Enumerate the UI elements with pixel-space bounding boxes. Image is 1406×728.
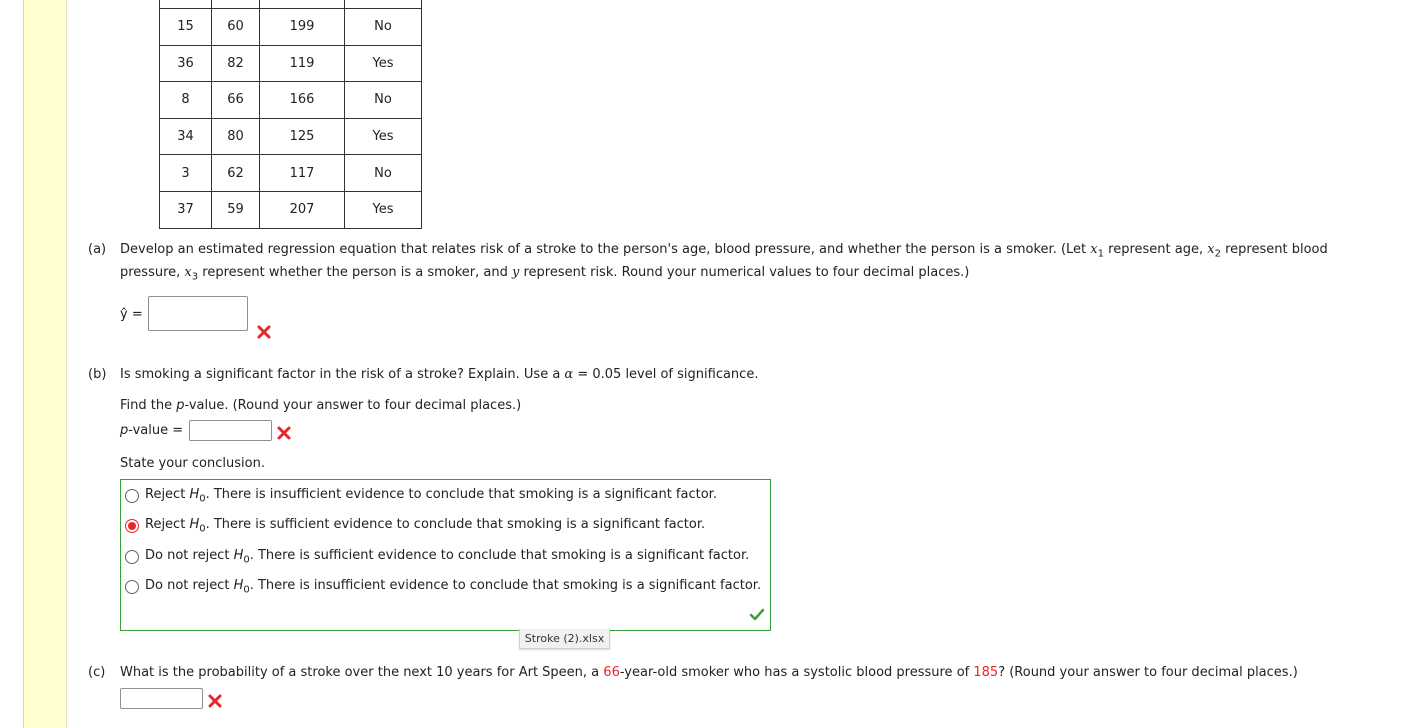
table-cell: Yes bbox=[345, 118, 422, 155]
instruction-text: -value. (Round your answer to four decimal places.) bbox=[184, 398, 522, 413]
part-b-text: Is smoking a significant factor in the risk of a stroke? Explain. Use a bbox=[120, 367, 565, 382]
part-a-question-line1 bbox=[120, 242, 1328, 260]
data-table bbox=[159, 0, 422, 229]
table-cell: 8 bbox=[160, 82, 212, 119]
probability-input[interactable] bbox=[120, 688, 203, 709]
highlight-age: 66 bbox=[603, 665, 620, 680]
table-cell: 117 bbox=[260, 155, 345, 192]
p-italic: p bbox=[120, 423, 129, 438]
table-cell: 3 bbox=[160, 155, 212, 192]
table-cell: Yes bbox=[345, 45, 422, 82]
radio-button[interactable] bbox=[125, 550, 139, 564]
var-x2: x bbox=[1207, 242, 1215, 257]
part-a-text: represent whether the person is a smoker, and bbox=[198, 265, 512, 280]
subscript: 2 bbox=[1214, 248, 1221, 260]
var-x3: x bbox=[184, 265, 192, 280]
table-cell: 119 bbox=[260, 45, 345, 82]
subscript: 1 bbox=[1097, 248, 1105, 260]
pvalue-input[interactable] bbox=[189, 420, 272, 441]
radio-button-selected[interactable] bbox=[125, 519, 139, 533]
option-text: Reject $H_0$. There is sufficient evidence to conclude that smoking is a significant factor. bbox=[145, 517, 706, 535]
table-cell: 80 bbox=[212, 118, 260, 155]
option-text: Do not reject $H_0$. There is insufficient evidence to conclude that smoking is a significant factor. bbox=[145, 578, 762, 596]
instruction-text: Find the bbox=[120, 398, 177, 413]
part-c-label: (c) bbox=[88, 665, 106, 680]
yhat-label: ŷ = bbox=[120, 307, 143, 322]
table-cell: Yes bbox=[345, 191, 422, 228]
table-cell: 36 bbox=[160, 45, 212, 82]
table-cell: No bbox=[345, 155, 422, 192]
table-cell: 82 bbox=[212, 45, 260, 82]
part-c-question bbox=[120, 665, 1298, 680]
conclusion-label: State your conclusion. bbox=[120, 456, 265, 471]
table-cell: 66 bbox=[212, 82, 260, 119]
radio-button[interactable] bbox=[125, 580, 139, 594]
part-a-label: (a) bbox=[88, 242, 107, 257]
table-row bbox=[160, 0, 422, 9]
pvalue-label bbox=[120, 423, 183, 438]
var-y: y bbox=[512, 265, 520, 280]
table-cell: 15 bbox=[160, 9, 212, 46]
table-cell: 62 bbox=[212, 155, 260, 192]
part-c-text: -year-old smoker who has a systolic blood pressure of bbox=[619, 665, 974, 680]
table-row bbox=[160, 45, 422, 82]
table-cell: 37 bbox=[160, 191, 212, 228]
alpha-symbol: α bbox=[564, 367, 574, 382]
file-download-tab[interactable]: Stroke (2).xlsx bbox=[519, 629, 610, 649]
table-cell: No bbox=[345, 82, 422, 119]
table-cell: No bbox=[345, 9, 422, 46]
part-a-text: represent age, bbox=[1104, 242, 1208, 257]
table-cell: 60 bbox=[212, 9, 260, 46]
incorrect-x-icon bbox=[208, 694, 222, 708]
conclusion-option[interactable] bbox=[125, 516, 705, 536]
left-margin-band bbox=[23, 0, 67, 728]
highlight-bp: 185 bbox=[973, 665, 999, 680]
part-a-text: represent risk. Round your numerical values to four decimal places.) bbox=[519, 265, 970, 280]
table-cell: 34 bbox=[160, 118, 212, 155]
incorrect-x-icon bbox=[257, 325, 271, 339]
table-row bbox=[160, 118, 422, 155]
conclusion-options bbox=[120, 479, 771, 631]
table-row bbox=[160, 191, 422, 228]
table-row bbox=[160, 9, 422, 46]
pvalue-label-text: -value = bbox=[128, 423, 184, 438]
table-row bbox=[160, 155, 422, 192]
part-b-text: = 0.05 level of significance. bbox=[573, 367, 759, 382]
conclusion-option[interactable] bbox=[125, 547, 749, 567]
part-a-text: pressure, bbox=[120, 265, 185, 280]
table-cell: 207 bbox=[260, 191, 345, 228]
radio-button[interactable] bbox=[125, 489, 139, 503]
table-cell: 125 bbox=[260, 118, 345, 155]
part-c-text: ? (Round your answer to four decimal places.) bbox=[998, 665, 1298, 680]
part-a-text: represent blood bbox=[1220, 242, 1328, 257]
conclusion-option[interactable] bbox=[125, 577, 761, 597]
table-cell: 59 bbox=[212, 191, 260, 228]
table-row bbox=[160, 82, 422, 119]
option-text: Do not reject $H_0$. There is sufficient evidence to conclude that smoking is a significant factor. bbox=[145, 548, 750, 566]
correct-check-icon bbox=[749, 608, 765, 626]
p-italic: p bbox=[176, 398, 185, 413]
table-cell: 199 bbox=[260, 9, 345, 46]
incorrect-x-icon bbox=[277, 426, 291, 440]
table-cell: 166 bbox=[260, 82, 345, 119]
var-x1: x bbox=[1090, 242, 1098, 257]
subscript: 3 bbox=[191, 271, 199, 283]
part-b-question bbox=[120, 367, 758, 382]
part-a-question-line2 bbox=[120, 265, 969, 283]
find-pvalue-instruction bbox=[120, 398, 521, 413]
yhat-input[interactable] bbox=[148, 296, 248, 331]
part-a-text: Develop an estimated regression equation that relates risk of a stroke to the person's age, blood pressure, and whether the person is a smoker. (Let bbox=[120, 242, 1091, 257]
conclusion-option[interactable] bbox=[125, 486, 717, 506]
part-c-text: What is the probability of a stroke over the next 10 years for Art Speen, a bbox=[120, 665, 604, 680]
part-b-label: (b) bbox=[88, 367, 107, 382]
option-text: Reject $H_0$. There is insufficient evidence to conclude that smoking is a significant factor. bbox=[145, 487, 717, 505]
